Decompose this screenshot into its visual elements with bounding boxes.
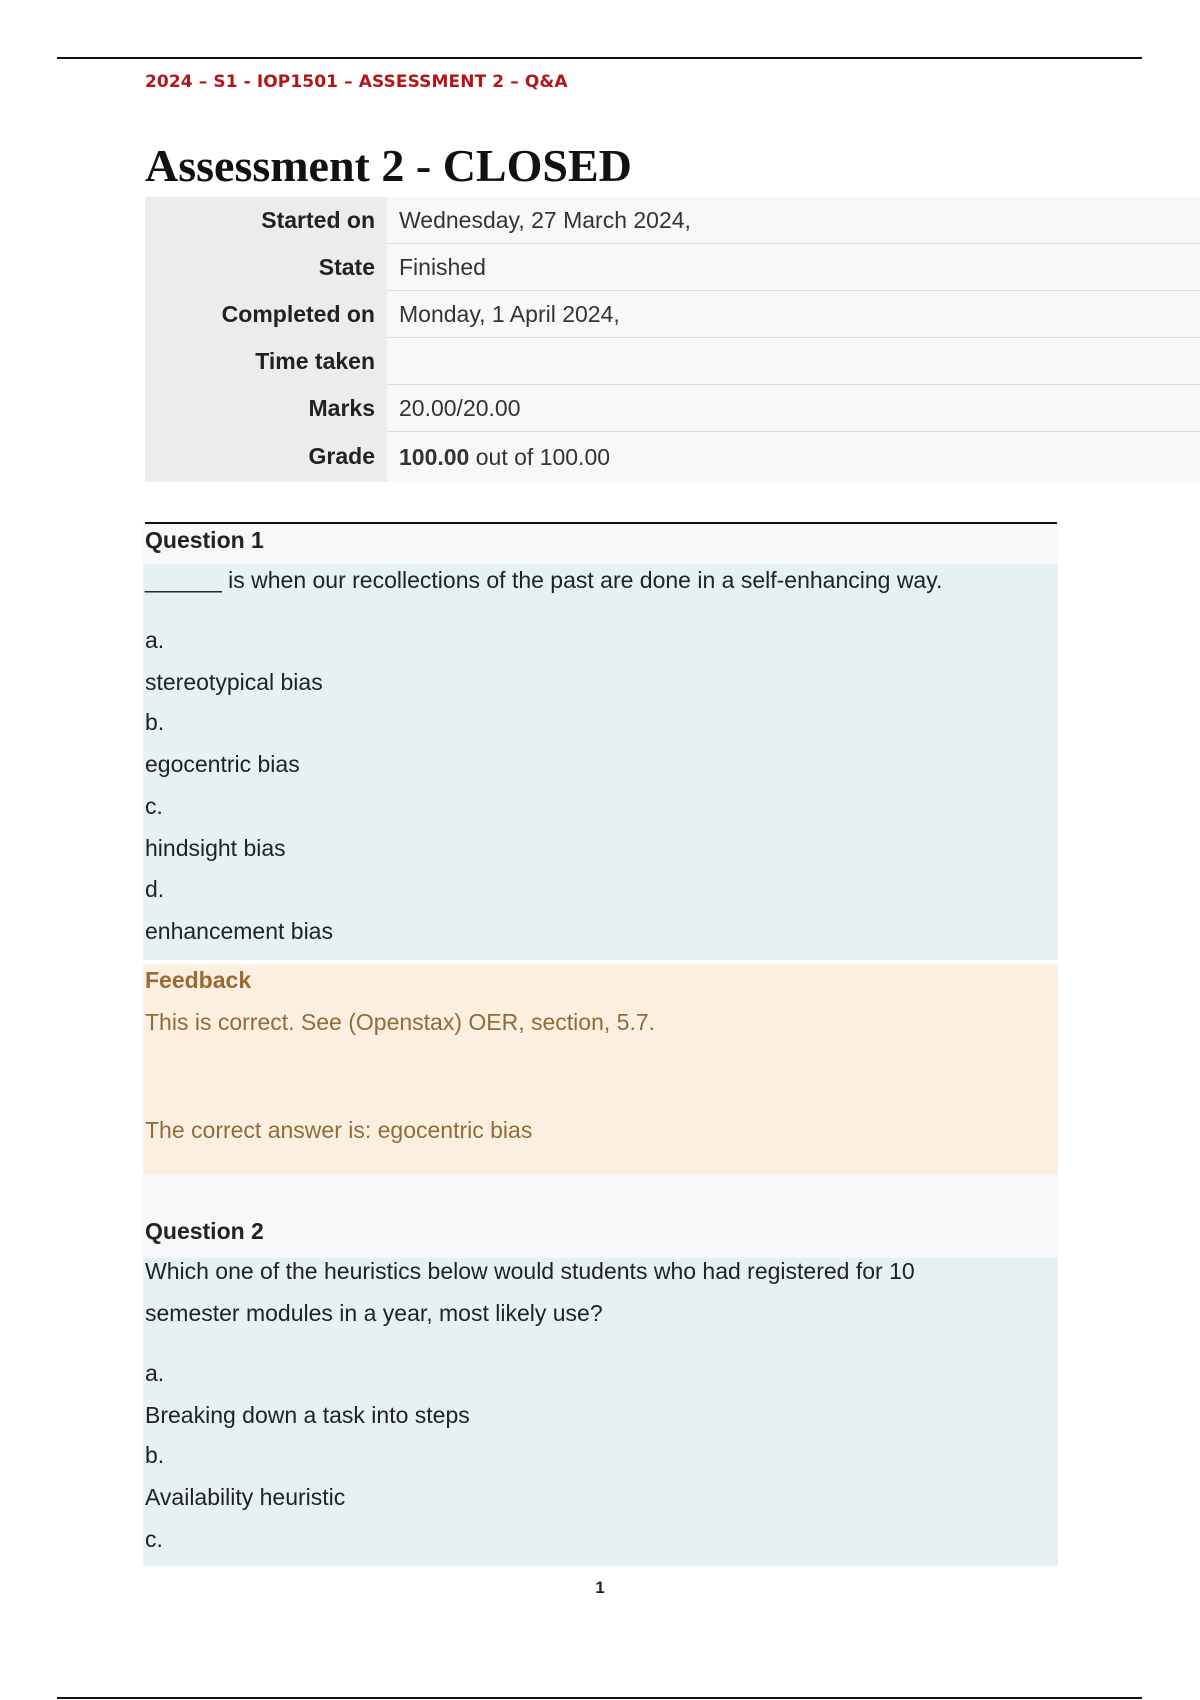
feedback-text: This is correct. See (Openstax) OER, section, 5.7. [145,1009,656,1035]
completed-on-value: Monday, 1 April 2024, [387,291,1200,338]
question-2-header [143,1174,1058,1258]
time-taken-label: Time taken [145,338,387,385]
grade-out-of: out of 100.00 [469,443,611,470]
question-1-label: Question 1 [145,527,264,553]
time-taken-value [387,338,1200,385]
summary-row-time-taken [145,338,1200,385]
grade-score: 100.00 [399,443,470,470]
document-header: 2024 – S1 - IOP1501 – ASSESSMENT 2 – Q&A [145,72,568,92]
question-1-text: ______ is when our recollections of the past are done in a self-enhancing way. [145,567,943,593]
question-2-option-c-letter: c. [145,1526,163,1552]
grade-label: Grade [145,432,387,483]
summary-row-marks [145,385,1200,432]
question-1-option-d-text: enhancement bias [145,918,333,944]
question-2-label: Question 2 [145,1218,264,1244]
question-2-option-b-text: Availability heuristic [145,1484,346,1510]
question-2-text-line2: semester modules in a year, most likely use? [145,1300,603,1326]
state-value: Finished [387,244,1200,291]
question-1-option-c-letter: c. [145,793,163,819]
page-number: 1 [595,1578,605,1597]
summary-row-completed [145,291,1200,338]
question-2-option-a-letter: a. [145,1360,165,1386]
assessment-title: Assessment 2 - CLOSED [145,140,632,191]
question-2-option-a-text: Breaking down a task into steps [145,1402,470,1428]
question-1-option-b-letter: b. [145,709,165,735]
started-on-value: Wednesday, 27 March 2024, [387,197,1200,244]
question-1-option-a-letter: a. [145,627,165,653]
bottom-rule [57,1697,1142,1699]
question-1-option-b-text: egocentric bias [145,751,300,777]
question-1-option-a-text: stereotypical bias [145,669,323,695]
state-label: State [145,244,387,291]
top-rule [57,57,1142,59]
question-1-header [143,524,1058,564]
completed-on-label: Completed on [145,291,387,338]
correct-answer-text: The correct answer is: egocentric bias [145,1117,533,1143]
summary-row-grade [145,432,1200,483]
question-1-option-d-letter: d. [145,876,165,902]
question-2-option-b-letter: b. [145,1442,165,1468]
marks-value: 20.00/20.00 [387,385,1200,432]
summary-row-started [145,197,1200,244]
question-1-option-c-text: hindsight bias [145,835,286,861]
summary-row-state [145,244,1200,291]
marks-label: Marks [145,385,387,432]
feedback-title: Feedback [145,967,252,993]
grade-value [387,432,1200,483]
question-2-text-line1: Which one of the heuristics below would students who had registered for 10 [145,1258,915,1284]
attempt-summary-table [145,197,1200,482]
started-on-label: Started on [145,197,387,244]
